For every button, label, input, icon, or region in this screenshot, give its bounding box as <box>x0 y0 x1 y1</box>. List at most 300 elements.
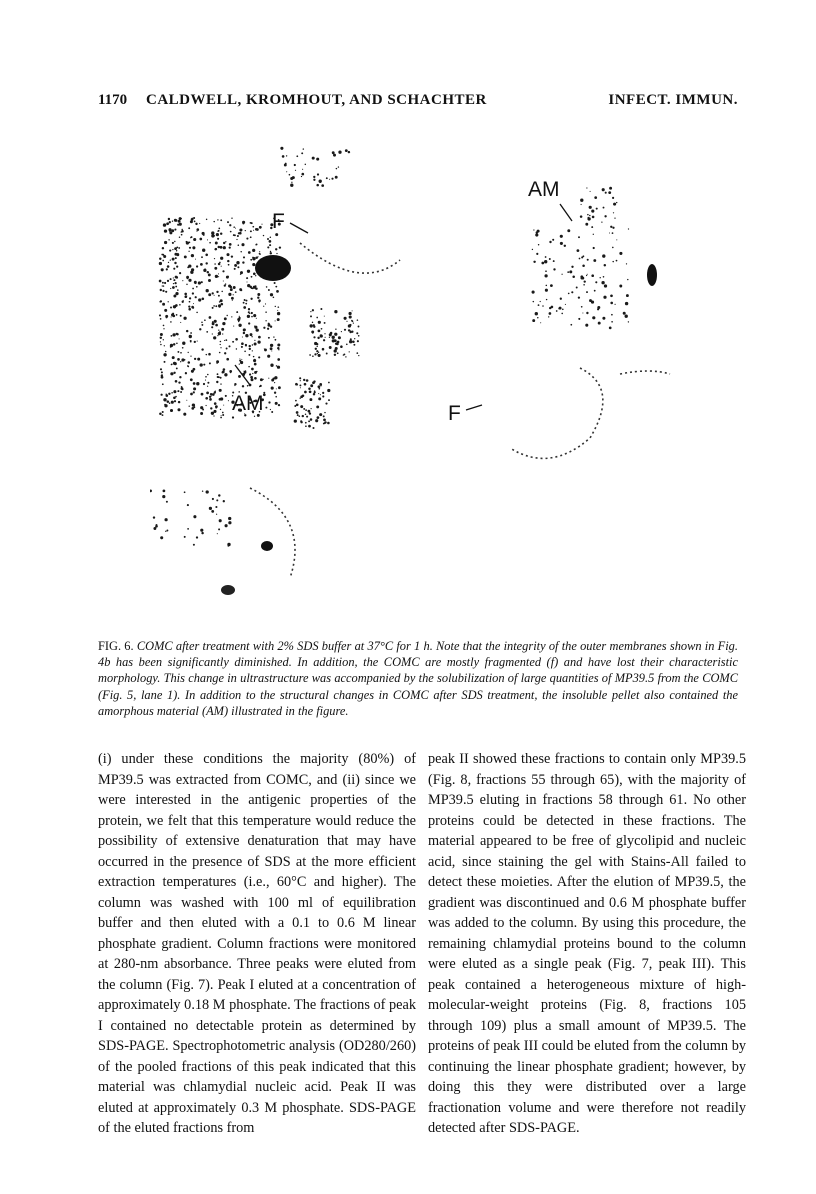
speckle <box>323 419 326 422</box>
speckle <box>329 179 330 180</box>
speckle <box>565 304 566 305</box>
speckle <box>267 355 270 358</box>
speckle <box>203 269 206 272</box>
speckle <box>179 376 181 378</box>
speckle <box>346 343 348 345</box>
speckle <box>290 184 293 187</box>
speckle <box>589 206 592 209</box>
speckle <box>188 361 191 364</box>
speckle <box>299 384 301 386</box>
speckle <box>278 306 280 308</box>
speckle <box>308 425 311 428</box>
speckle <box>323 339 325 341</box>
speckle <box>258 341 261 344</box>
speckle <box>318 321 321 324</box>
speckle <box>177 351 179 353</box>
speckle <box>284 164 287 167</box>
speckle <box>587 217 590 220</box>
speckle <box>239 363 240 364</box>
speckle <box>243 306 246 309</box>
speckle <box>560 298 562 300</box>
speckle <box>214 263 216 265</box>
speckle <box>276 290 279 293</box>
speckle <box>227 260 229 262</box>
speckle <box>240 271 243 274</box>
speckle <box>200 406 203 409</box>
speckle <box>167 400 170 403</box>
speckle <box>265 320 266 321</box>
speckle <box>223 405 224 406</box>
speckle <box>201 322 203 324</box>
speckle <box>275 396 277 398</box>
speckle <box>199 238 202 241</box>
speckle <box>162 383 164 385</box>
speckle <box>193 382 196 385</box>
speckle <box>571 291 573 293</box>
speckle <box>585 324 588 327</box>
speckle <box>318 352 319 353</box>
speckle <box>251 276 253 278</box>
speckle <box>328 382 330 384</box>
speckle <box>172 242 174 244</box>
speckle <box>173 315 176 318</box>
speckle <box>593 247 595 249</box>
speckle <box>533 261 535 263</box>
speckle <box>271 379 274 382</box>
speckle <box>313 179 315 181</box>
speckle <box>239 316 240 317</box>
speckle <box>182 342 185 345</box>
running-authors: CALDWELL, KROMHOUT, AND SCHACHTER <box>146 92 487 108</box>
speckle <box>256 243 258 245</box>
speckle <box>255 228 258 231</box>
speckle <box>252 373 253 374</box>
speckle <box>251 222 253 224</box>
speckle <box>587 274 588 275</box>
speckle <box>181 230 184 233</box>
speckle <box>609 327 612 330</box>
speckle <box>162 411 164 413</box>
speckle <box>164 404 166 406</box>
speckle <box>322 395 324 397</box>
speckle <box>223 246 226 249</box>
speckle <box>180 391 182 393</box>
speckle <box>207 271 209 273</box>
speckle <box>224 373 227 376</box>
speckle <box>245 370 247 372</box>
speckle <box>268 337 270 339</box>
speckle <box>206 490 209 493</box>
speckle <box>179 304 181 306</box>
speckle <box>250 333 253 336</box>
speckle <box>205 376 207 378</box>
speckle <box>178 401 180 403</box>
speckle <box>582 265 585 268</box>
speckle <box>180 322 181 323</box>
speckle <box>218 528 220 530</box>
speckle <box>214 402 217 405</box>
speckle <box>169 250 171 252</box>
speckle <box>581 256 583 258</box>
speckle <box>264 348 267 351</box>
speckle <box>254 371 257 374</box>
speckle <box>162 290 164 292</box>
speckle <box>242 222 244 224</box>
speckle <box>304 383 307 386</box>
speckle <box>343 353 345 355</box>
pointer-am-left <box>235 365 250 385</box>
speckle <box>545 256 547 258</box>
speckle <box>613 212 614 213</box>
speckle <box>270 252 272 254</box>
speckle <box>219 519 222 522</box>
speckle <box>259 226 262 229</box>
speckle <box>318 354 321 357</box>
speckle <box>218 305 220 307</box>
speckle <box>222 322 225 325</box>
speckle <box>310 418 313 421</box>
label-am-right: AM <box>528 178 560 201</box>
speckle <box>160 341 161 342</box>
speckle <box>210 393 212 395</box>
speckle <box>161 375 162 376</box>
speckle <box>316 405 319 408</box>
speckle <box>207 374 209 376</box>
micrograph-image <box>150 128 710 628</box>
speckle <box>173 295 176 298</box>
speckle <box>168 239 169 240</box>
speckle <box>344 317 347 320</box>
speckle <box>553 268 555 270</box>
speckle <box>234 264 237 267</box>
speckle <box>239 358 240 359</box>
speckle <box>176 314 178 316</box>
speckle <box>586 291 588 293</box>
speckle <box>270 344 273 347</box>
speckle <box>300 420 302 422</box>
speckle <box>216 514 217 515</box>
speckle <box>277 344 280 347</box>
speckle <box>270 347 273 350</box>
speckle <box>594 196 597 199</box>
membrane-arc-2 <box>510 368 603 458</box>
speckle <box>251 368 254 371</box>
speckle <box>275 286 277 288</box>
speckle <box>348 151 350 153</box>
speckle <box>177 408 180 411</box>
speckle <box>270 237 272 239</box>
speckle <box>168 301 169 302</box>
speckle <box>159 314 161 316</box>
speckle <box>294 419 297 422</box>
speckle <box>612 227 614 229</box>
speckle <box>241 359 242 360</box>
speckle <box>170 307 172 309</box>
speckle <box>168 393 170 395</box>
speckle <box>175 396 177 398</box>
speckle <box>259 254 260 255</box>
speckle <box>349 351 350 352</box>
speckle <box>220 246 223 249</box>
speckle <box>228 293 231 296</box>
speckle <box>257 297 259 299</box>
speckle <box>202 298 205 301</box>
speckle <box>250 259 252 261</box>
speckle <box>218 228 220 230</box>
speckle <box>273 297 275 299</box>
speckle <box>219 331 221 333</box>
speckle <box>220 383 221 384</box>
speckle <box>306 379 309 382</box>
speckle <box>582 312 583 313</box>
speckle <box>243 329 246 332</box>
speckle <box>229 224 231 226</box>
speckle <box>213 415 214 416</box>
speckle <box>252 350 253 351</box>
speckle <box>623 312 626 315</box>
speckle <box>546 299 547 300</box>
speckle <box>200 529 203 532</box>
speckle <box>162 247 164 249</box>
speckle <box>188 227 190 229</box>
speckle <box>184 536 186 538</box>
speckle <box>310 384 313 387</box>
speckle <box>611 321 613 323</box>
speckle <box>358 335 360 337</box>
speckle <box>226 348 228 350</box>
speckle <box>301 176 302 177</box>
speckle <box>163 490 166 493</box>
speckle <box>245 334 248 337</box>
speckle <box>570 324 572 326</box>
speckle <box>191 306 194 309</box>
speckle <box>586 275 587 276</box>
speckle <box>540 322 541 323</box>
speckle <box>213 410 216 413</box>
speckle <box>164 241 167 244</box>
speckle <box>251 316 253 318</box>
speckle <box>168 228 171 231</box>
speckle <box>174 219 177 222</box>
speckle <box>223 368 226 371</box>
speckle <box>559 307 562 310</box>
speckle <box>295 383 298 386</box>
speckle <box>193 238 196 241</box>
speckle <box>254 340 255 341</box>
speckle <box>196 312 198 314</box>
speckle <box>169 231 172 234</box>
speckle <box>592 316 595 319</box>
speckle <box>201 393 204 396</box>
speckle <box>228 517 231 520</box>
speckle <box>249 348 251 350</box>
speckle <box>216 381 218 383</box>
speckle <box>218 295 220 297</box>
speckle <box>203 383 205 385</box>
speckle <box>349 315 352 318</box>
speckle <box>228 264 230 266</box>
speckle <box>338 166 339 167</box>
speckle <box>194 341 196 343</box>
speckle <box>243 332 245 334</box>
speckle <box>215 305 217 307</box>
speckle <box>265 407 267 409</box>
speckle <box>263 306 264 307</box>
journal-name: INFECT. IMMUN. <box>608 92 738 108</box>
speckle <box>625 315 628 318</box>
speckle <box>248 270 249 271</box>
speckle <box>308 388 311 391</box>
speckle <box>299 377 301 379</box>
speckle <box>318 393 319 394</box>
speckle <box>253 359 256 362</box>
speckle <box>556 310 558 312</box>
speckle <box>200 363 203 366</box>
speckle <box>159 262 162 265</box>
speckle <box>248 366 250 368</box>
speckle <box>184 359 186 361</box>
speckle <box>305 425 307 427</box>
speckle <box>176 253 179 256</box>
speckle <box>170 278 172 280</box>
speckle <box>171 363 173 365</box>
speckle <box>200 412 203 415</box>
speckle <box>338 336 341 339</box>
speckle <box>225 395 227 397</box>
speckle <box>338 151 341 154</box>
speckle <box>259 251 260 252</box>
speckle <box>310 315 312 317</box>
speckle <box>193 368 196 371</box>
speckle <box>593 234 594 235</box>
speckle <box>324 421 326 423</box>
speckle <box>323 423 325 425</box>
speckle <box>327 389 330 392</box>
speckle <box>178 247 180 249</box>
speckle <box>228 284 231 287</box>
speckle <box>197 341 198 342</box>
speckle <box>252 344 253 345</box>
speckle <box>181 218 182 219</box>
speckle <box>309 354 311 356</box>
speckle <box>214 320 217 323</box>
speckle <box>205 397 208 400</box>
speckle <box>172 333 175 336</box>
speckle <box>260 385 262 387</box>
speckle <box>160 289 162 291</box>
speckle <box>206 392 209 395</box>
speckle <box>207 239 208 240</box>
speckle <box>323 415 325 417</box>
speckle <box>297 414 299 416</box>
speckle <box>216 233 219 236</box>
speckle <box>316 158 319 161</box>
speckle <box>170 288 171 289</box>
speckle <box>308 410 311 413</box>
speckle <box>313 336 315 338</box>
speckle <box>159 412 162 415</box>
speckle <box>277 366 280 369</box>
speckle <box>175 292 178 295</box>
speckle <box>220 377 222 379</box>
speckle <box>585 223 588 226</box>
speckle <box>198 281 201 284</box>
speckle <box>246 238 248 240</box>
speckle <box>255 275 256 276</box>
speckle <box>230 288 233 291</box>
speckle <box>299 415 301 417</box>
speckle <box>552 239 554 241</box>
speckle <box>348 324 351 327</box>
speckle <box>229 247 231 249</box>
speckle <box>220 299 223 302</box>
figure-id: FIG. 6. <box>98 639 134 653</box>
speckle <box>187 266 189 268</box>
speckle <box>309 412 311 414</box>
speckle <box>208 293 211 296</box>
speckle <box>221 303 224 306</box>
speckle <box>211 231 214 234</box>
speckle <box>241 342 244 345</box>
speckle <box>313 176 315 178</box>
speckle <box>254 377 257 380</box>
speckle <box>249 373 251 375</box>
speckle <box>218 273 219 274</box>
speckle <box>334 339 337 342</box>
speckle <box>625 302 628 305</box>
speckle <box>576 287 578 289</box>
speckle <box>538 244 539 245</box>
speckle <box>166 268 168 270</box>
speckle <box>163 398 166 401</box>
speckle <box>317 337 319 339</box>
speckle <box>322 392 324 394</box>
speckle <box>221 291 223 293</box>
speckle <box>196 382 199 385</box>
speckle <box>216 499 218 501</box>
speckle <box>215 407 217 409</box>
speckle <box>337 341 340 344</box>
speckle <box>331 178 333 180</box>
speckle <box>188 251 189 252</box>
speckle <box>241 243 244 246</box>
speckle <box>535 312 538 315</box>
pointer-am-right <box>560 204 572 221</box>
speckle <box>195 259 196 260</box>
speckle <box>352 310 353 311</box>
speckle <box>177 358 180 361</box>
speckle <box>201 324 203 326</box>
speckle <box>191 236 193 238</box>
speckle <box>220 347 221 348</box>
speckle <box>340 345 343 348</box>
speckle <box>567 229 570 232</box>
speckle <box>279 246 281 248</box>
speckle <box>265 303 266 304</box>
speckle <box>246 300 248 302</box>
speckle <box>612 232 614 234</box>
speckle <box>217 238 219 240</box>
speckle <box>212 292 214 294</box>
speckle <box>334 310 337 313</box>
speckle <box>271 387 274 390</box>
speckle <box>603 296 606 299</box>
speckle <box>191 254 194 257</box>
speckle <box>173 390 176 393</box>
speckle <box>172 356 175 359</box>
speckle <box>184 491 186 493</box>
speckle <box>160 344 162 346</box>
